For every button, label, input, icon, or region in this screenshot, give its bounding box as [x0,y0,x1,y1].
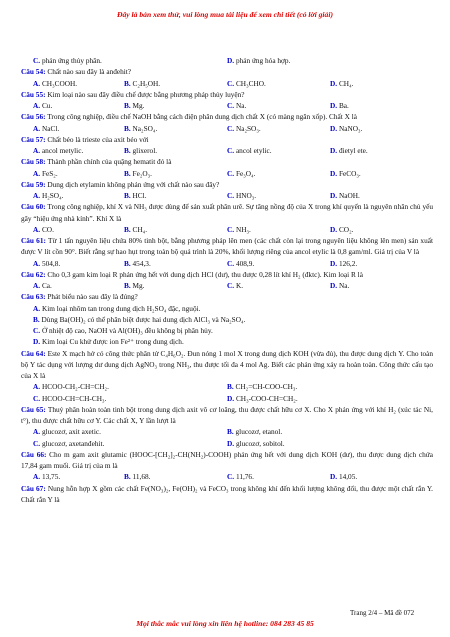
question-56-options: A. NaCl. B. Na₂SO₄. C. Na₂SO₃. D. NaNO₃. [33,123,363,133]
question-61-options: A. 504,8. B. 454,3. C. 408,9. D. 126,2. [33,258,358,268]
question-63: Câu 63: Phát biểu nào sau đây là đúng? [21,292,138,302]
question-57: Câu 57: Chất béo là trieste của axit béo với [21,134,149,144]
question-67: Câu 67: Nung hỗn hợp X gồm các chất Fe(NO₃)₂, Fe(OH)₂ và FeCO₃ trong không khí đến khối lượng không đổi, thu được một chất rắn Y. Chất rắn Y là [21,483,434,504]
question-63-option-c: C. Ở nhiệt độ cao, NaOH và Al(OH)₃ đều không bị phân hủy. [33,326,213,335]
question-62: Câu 62: Cho 0,3 gam kim loại R phản ứng hết với dung dịch HCl (dư), thu được 0,28 lít khí H₂ (đktc). Kim loại R là [21,269,363,279]
question-58-options: A. FeS₂. B. Fe₂O₃. C. Fe₃O₄. D. FeCO₃. [33,168,361,178]
question-64-options-cd: C. HCOO-CH=CH-CH₃. D. CH₃-COO-CH=CH₂. [33,393,298,403]
page-number: Trang 2/4 – Mã đề 072 [350,609,415,617]
question-list [21,55,433,505]
question-54-options: A. CH₃COOH. B. C₂H₅OH. C. CH₃CHO. D. CH₄. [33,78,354,88]
carryover-options [21,55,433,66]
question-64-options-ab: A. HCOO-CH₂-CH=CH₂. B. CH₂=CH-COO-CH₃. [33,382,298,392]
question-58: Câu 58: Thành phần chính của quặng hematit đỏ là [21,157,172,167]
question-64: Câu 64: Este X mạch hở có công thức phân tử C₄H₆O₂. Đun nóng 1 mol X trong dung dịch KOH (vừa đủ), thu được dung dịch Y. Cho toàn bộ Y tác dụng với lượng dư dung dịch AgNO₃ trong NH₃, thu được tối đa 4 mol Ag. Biết các phản ứng xảy ra hoàn toàn. Công thức cấu tạo của X là [21,348,434,380]
question-63-option-a: A. Kim loại nhôm tan trong dung dịch H₂SO₄ đặc, nguội. [33,303,201,313]
question-57-options: A. ancol metylic. B. glixerol. C. ancol etylic. D. đietyl ete. [33,146,368,155]
question-55: Câu 55: Kim loại nào sau đây điều chế được bằng phương pháp thủy luyện? [21,89,245,99]
question-54: Câu 54: Chất nào sau đây là anđehit? [21,67,132,77]
question-55-options: A. Cu. B. Mg. C. Na. D. Ba. [33,101,349,110]
question-66: Câu 66: Cho m gam axit glutamic (HOOC-[CH₂]₂-CH(NH₂)-COOH) phản ứng hết với dung dịch KOH (dư), thu được dung dịch chứa 17,84 gam muối. Giá trị của m là [21,449,433,470]
question-65: Câu 65: Thuỷ phân hoàn toàn tinh bột trong dung dịch axit vô cơ loãng, thu được chất hữu cơ X. Cho X phản ứng với khí H₂ (xúc tác Ni, t°), thu được chất hữu cơ Y. Các chất X, Y lần lượt là [21,404,433,425]
question-65-options-cd: C. glucozơ, axetanđehit. D. glucozơ, sobitol. [33,438,285,448]
hotline-footer: Mọi thắc mắc vui lòng xin liên hệ hotline: 084 283 45 85 [136,619,314,628]
question-60: Câu 60: Trong công nghiệp, khí X và NH₃ được dùng để sản xuất phân urê. Sự tăng nồng độ của X trong khí quyển là nguyên nhân chủ yếu gây “hiệu ứng nhà kính”. Khí X là [21,202,433,223]
question-62-options: A. Ca. B. Mg. C. K. D. Na. [33,281,350,290]
question-63-option-d: D. Kim loại Cu khử được ion Fe²⁺ trong dung dịch. [33,337,184,347]
question-59: Câu 59: Dung dịch etylamin không phản ứng với chất nào sau đây? [21,179,220,189]
question-65-options-ab: A. glucozơ, axit axetic. B. glucozơ, etanol. [33,427,283,437]
question-66-options: A. 13,75. B. 11,68. C. 11,76. D. 14,05. [33,472,358,482]
option-d: D. phản ứng hóa hợp. [227,56,291,65]
question-63-option-b: B. Dùng Ba(OH)₂ có thể phân biệt được hai dung dịch AlCl₃ và Na₂SO₄. [33,314,246,324]
option-c: C. phản ứng thủy phân. [33,56,102,65]
question-59-options: A. H₂SO₄. B. HCl. C. HNO₃. D. NaOH. [33,191,360,200]
preview-banner: Đây là bản xem thử, vui lòng mua tài liệu để xem chi tiết (có lời giải) [117,10,333,19]
question-61: Câu 61: Từ 1 tấn nguyên liệu chứa 80% tinh bột, bằng phương pháp lên men (các chất còn lại trong nguyên liệu không lên men) sản xuất được V lít cồn 90°. Biết rằng sự hao hụt trong toàn bộ quá trình là 20%, khối lượng riêng của ancol etylic là 0,8 gam/ml. Giá trị của V là [21,236,433,257]
question-56: Câu 56: Trong công nghiệp, điều chế NaOH bằng cách điện phân dung dịch chất X (có màng ngăn xốp). Chất X là [21,112,358,122]
question-60-options: A. CO. B. CH₄. C. NH₃. D. CO₂. [33,224,354,234]
